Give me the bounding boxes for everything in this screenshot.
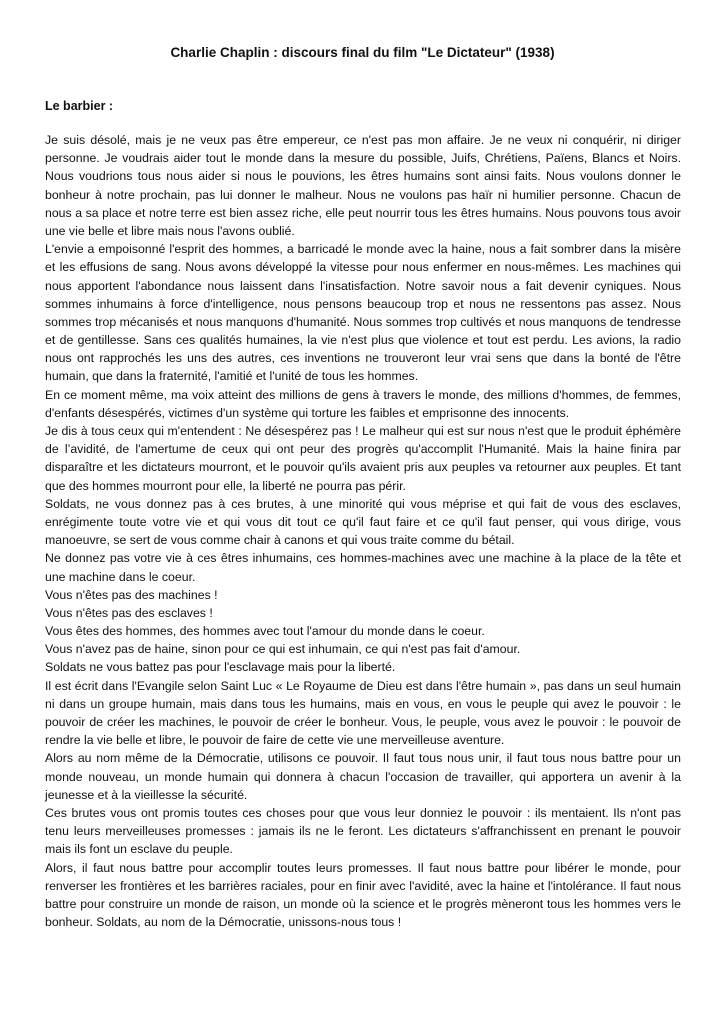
speech-body	[45, 131, 681, 931]
speech-paragraph: Alors, il faut nous battre pour accomplir toutes leurs promesses. Il faut nous battre pour libérer le monde, pour renverser les frontières et les barrières raciales, pour en finir avec l'avidité, avec la haine et l'intolérance. Il faut nous battre pour construire un monde de raison, un monde où la science et le progrès mèneront tous les hommes vers le bonheur. Soldats, au nom de la Démocratie, unissons-nous tous !	[45, 860, 681, 930]
speech-paragraph: Soldats ne vous battez pas pour l'esclavage mais pour la liberté.	[45, 660, 396, 675]
speech-paragraph: Vous n'êtes pas des esclaves !	[45, 605, 213, 620]
speech-paragraph: Ne donnez pas votre vie à ces êtres inhumains, ces hommes-machines avec une machine à la place de la tête et une machine dans le coeur.	[45, 551, 681, 584]
speech-paragraph: Vous êtes des hommes, des hommes avec tout l'amour du monde dans le coeur.	[45, 624, 485, 639]
speech-paragraph: Alors au nom même de la Démocratie, utilisons ce pouvoir. Il faut tous nous unir, il faut tous nous battre pour un monde nouveau, un monde humain qui donnera à chacun l'occasion de travailler, qui apportera un avenir à la jeunesse et à la vieillesse la sécurité.	[45, 751, 681, 802]
speech-paragraph: Soldats, ne vous donnez pas à ces brutes, à une minorité qui vous méprise et qui fait de vous des esclaves, enrégimente toute votre vie et qui vous dit tout ce qu'il faut faire et ce qu'il faut penser, qui vous dirige, vous manoeuvre, se sert de vous comme chair à canons et qui vous traite comme du bétail.	[45, 496, 681, 548]
speaker-label: Le barbier :	[45, 99, 114, 113]
speech-paragraph: En ce moment même, ma voix atteint des millions de gens à travers le monde, des millions d'hommes, de femmes, d'enfants désespérés, victimes d'un système qui torture les faibles et emprisonne des innocents.	[45, 387, 681, 420]
speech-paragraph: Ces brutes vous ont promis toutes ces choses pour que vous leur donniez le pouvoir : ils mentaient. Ils n'ont pas tenu leurs merveilleuses promesses : jamais ils ne le feront. Les dictateurs s'affranchissent en prenant le pouvoir mais ils font un esclave du peuple.	[45, 805, 681, 857]
speech-paragraph: Je suis désolé, mais je ne veux pas être empereur, ce n'est pas mon affaire. Je ne veux ni conquérir, ni diriger personne. Je voudrais aider tout le monde dans la mesure du possible, Juifs, Chrétiens, Païens, Blancs et Noirs. Nous voudrions tous nous aider si nous le pouvions, les êtres humains sont ainsi faits. Nous voulons donner le bonheur à notre prochain, pas lui donner le malheur. Nous ne voulons pas haïr ni humilier personne. Chacun de nous a sa place et notre terre est bien assez riche, elle peut nourrir tous les êtres humains. Nous pouvons tous avoir une vie belle et libre mais nous l'avons oublié.	[45, 133, 681, 238]
speech-paragraph: Il est écrit dans l'Evangile selon Saint Luc « Le Royaume de Dieu est dans l'être humain », pas dans un seul humain ni dans un groupe humain, mais dans tous les humains, mais en vous, en vous le peuple qui avez le pouvoir : le pouvoir de créer les machines, le pouvoir de créer le bonheur. Vous, le peuple, vous avez le pouvoir : le pouvoir de rendre la vie belle et libre, le pouvoir de faire de cette vie une merveilleuse aventure.	[45, 678, 681, 748]
speech-paragraph: Je dis à tous ceux qui m'entendent : Ne désespérez pas ! Le malheur qui est sur nous n'est que le produit éphémère de l’avidité, de l'amertume de ceux qui ont peur des progrès qu'accomplit l'Humanité. Mais la haine finira par disparaître et les dictateurs mourront, et le pouvoir qu'ils avaient pris aux peuples va retourner aux peuples. Et tant que des hommes mourront pour elle, la liberté ne pourra pas périr.	[45, 424, 681, 493]
speech-paragraph: L'envie a empoisonné l'esprit des hommes, a barricadé le monde avec la haine, nous a fait sombrer dans la misère et les effusions de sang. Nous avons développé la vitesse pour nous enfermer en nous-mêmes. Les machines qui nous apportent l'abondance nous laissent dans l'insatisfaction. Notre savoir nous a fait devenir cyniques. Nous sommes inhumains à force d'intelligence, nous pensons beaucoup trop et nous ne ressentons pas assez. Nous sommes trop mécanisés et nous manquons d'humanité. Nous sommes trop cultivés et nous manquons de tendresse et de gentillesse. Sans ces qualités humaines, la vie n'est plus que violence et tout est perdu. Les avions, la radio nous ont rapprochés les uns des autres, ces inventions ne trouveront leur vrai sens que dans la bonté de l'être humain, que dans la fraternité, l'amitié et l'unité de tous les hommes.	[45, 242, 681, 384]
document-title: Charlie Chaplin : discours final du film "Le Dictateur" (1938)	[170, 45, 555, 60]
speech-paragraph: Vous n'êtes pas des machines !	[45, 587, 218, 602]
speech-paragraph: Vous n'avez pas de haine, sinon pour ce qui est inhumain, ce qui n'est pas fait d'amour.	[45, 642, 521, 657]
